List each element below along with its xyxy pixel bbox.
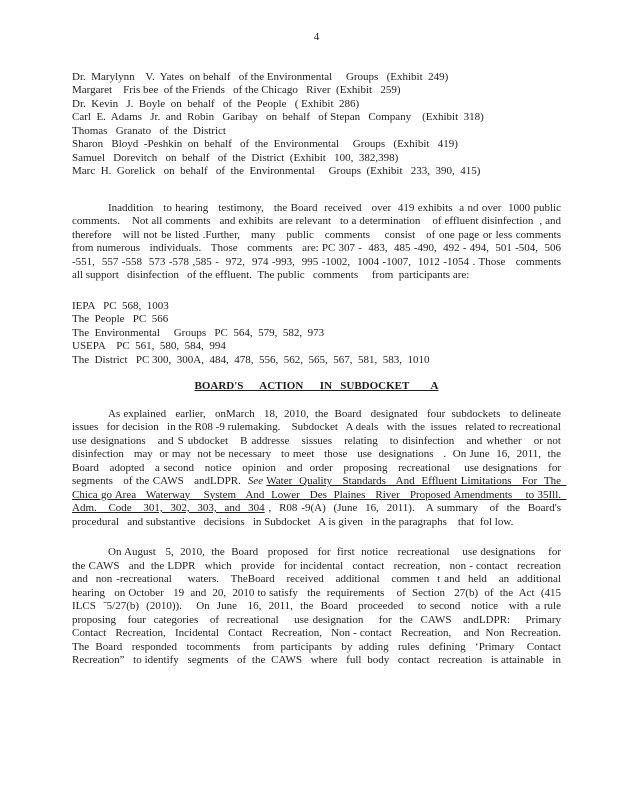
participant-line: Margaret Fris bee of the Friends of the Chicago River (Exhibit 259) [72,84,401,96]
pc-comment-line: The District PC 300, 300A, 484, 478, 556, 562, 565, 567, 581, 583, 1010 [72,353,430,366]
participant-list [72,71,561,179]
pc-comment-list [72,300,561,368]
pc-comment-line: The People PC 566 [72,313,169,325]
paragraph-subdocket-action [72,407,570,530]
paragraph-public-comments: Inaddition to hearing testimony, the Board received over 419 exhibits a nd over 1000 public comments. Not all comments and exhibits are relevant to a determination of effluent disinfection , and therefore will not be listed .Further, many public comments consist of one page or less comments from numerous individuals. Those comments are: PC 307 - 483, 485 -490, 492 - 494, 501 -504, 506 -551, 557 -558 573 -578 ,585 - 972, 974 -993, 995 -1002, 1004 -1007, 1012 -1054 . Those comments all support disinfection of the effluent. The public comments from participants are: [72,201,572,281]
page-number: 4 [313,31,320,43]
participant-line: Thomas Granato of the District [72,124,226,137]
pc-comment-line: IEPA PC 568, 1003 [72,299,169,312]
participant-line: Dr. Kevin J. Boyle on behalf of the People ( Exhibit 286) [72,97,360,110]
text-segment-normal: , R08 -9(A) (June 16, 2011). A summary of the Board's procedural and substantive decisions in Subdocket A is given in the paragraphs that fol low. [72,502,570,528]
pc-comment-line: USEPA PC 561, 580, 584, 994 [72,340,226,352]
text-segment-underline: Water Quality Standards And Effluent Limitations For The Chica go Area Waterway System And Lower Des Plaines River Proposed Amendments to 35Ill. Adm. Code 301, 302, 303, and 304 [72,475,567,514]
participant-line: Carl E. Adams Jr. and Robin Garibay on behalf of Stepan Company (Exhibit 318) [72,111,484,123]
participant-line: Dr. Marylynn V. Yates on behalf of the Environmental Groups (Exhibit 249) [72,70,449,83]
participant-line: Samuel Dorevitch on behalf of the District (Exhibit 100, 382,398) [72,151,399,164]
participant-line: Sharon Bloyd -Peshkin on behalf of the Environmental Groups (Exhibit 419) [72,138,458,150]
text-segment-normal: As explained earlier, onMarch 18, 2010, the Board designated four subdockets to delineate issues for decision in the R08 -9 rulemaking. Subdocket A deals with the issues related to recreational use designations and S ubdocket B addresse sissues relating to disinfection and whether or not disinfection may or may not be necessary to meet those use designations . On June 16, 2011, the Board adopted a second notice opinion and order proposing recreational use designations for segments of the CAWS andLDPR. [72,407,570,487]
paragraph-first-notice: On August 5, 2010, the Board proposed for first notice recreational use designations for the CAWS and the LDPR which provide for incidental contact recreation, non - contact recreation and non -recreational waters. TheBoard received additional commen t and held an additional hearing on October 19 and 20, 2010 to satisfy the requirements of Section 27(b) of the Act (415 ILCS ˜5/27(b) (2010)). On June 16, 2011, the Board proceeded to second notice with a rule proposing four categories of recreational use designation for the CAWS andLDPR: Primary Contact Recreation, Incidental Contact Recreation, Non - contact Recreation, and Non Recreation. The Board responded tocomments from participants by adding rules defining ‘Primary Contact Recreation” to identify segments of the CAWS where full body contact recreation is attainable in [72,546,564,666]
section-heading: BOARD'S ACTION IN SUBDOCKET A [194,380,439,392]
participant-line: Marc H. Gorelick on behalf of the Environmental Groups (Exhibit 233, 390, 415) [72,165,481,177]
text-segment-italic: See [247,475,263,487]
pc-comment-line: The Environmental Groups PC 564, 579, 582, 973 [72,326,325,339]
